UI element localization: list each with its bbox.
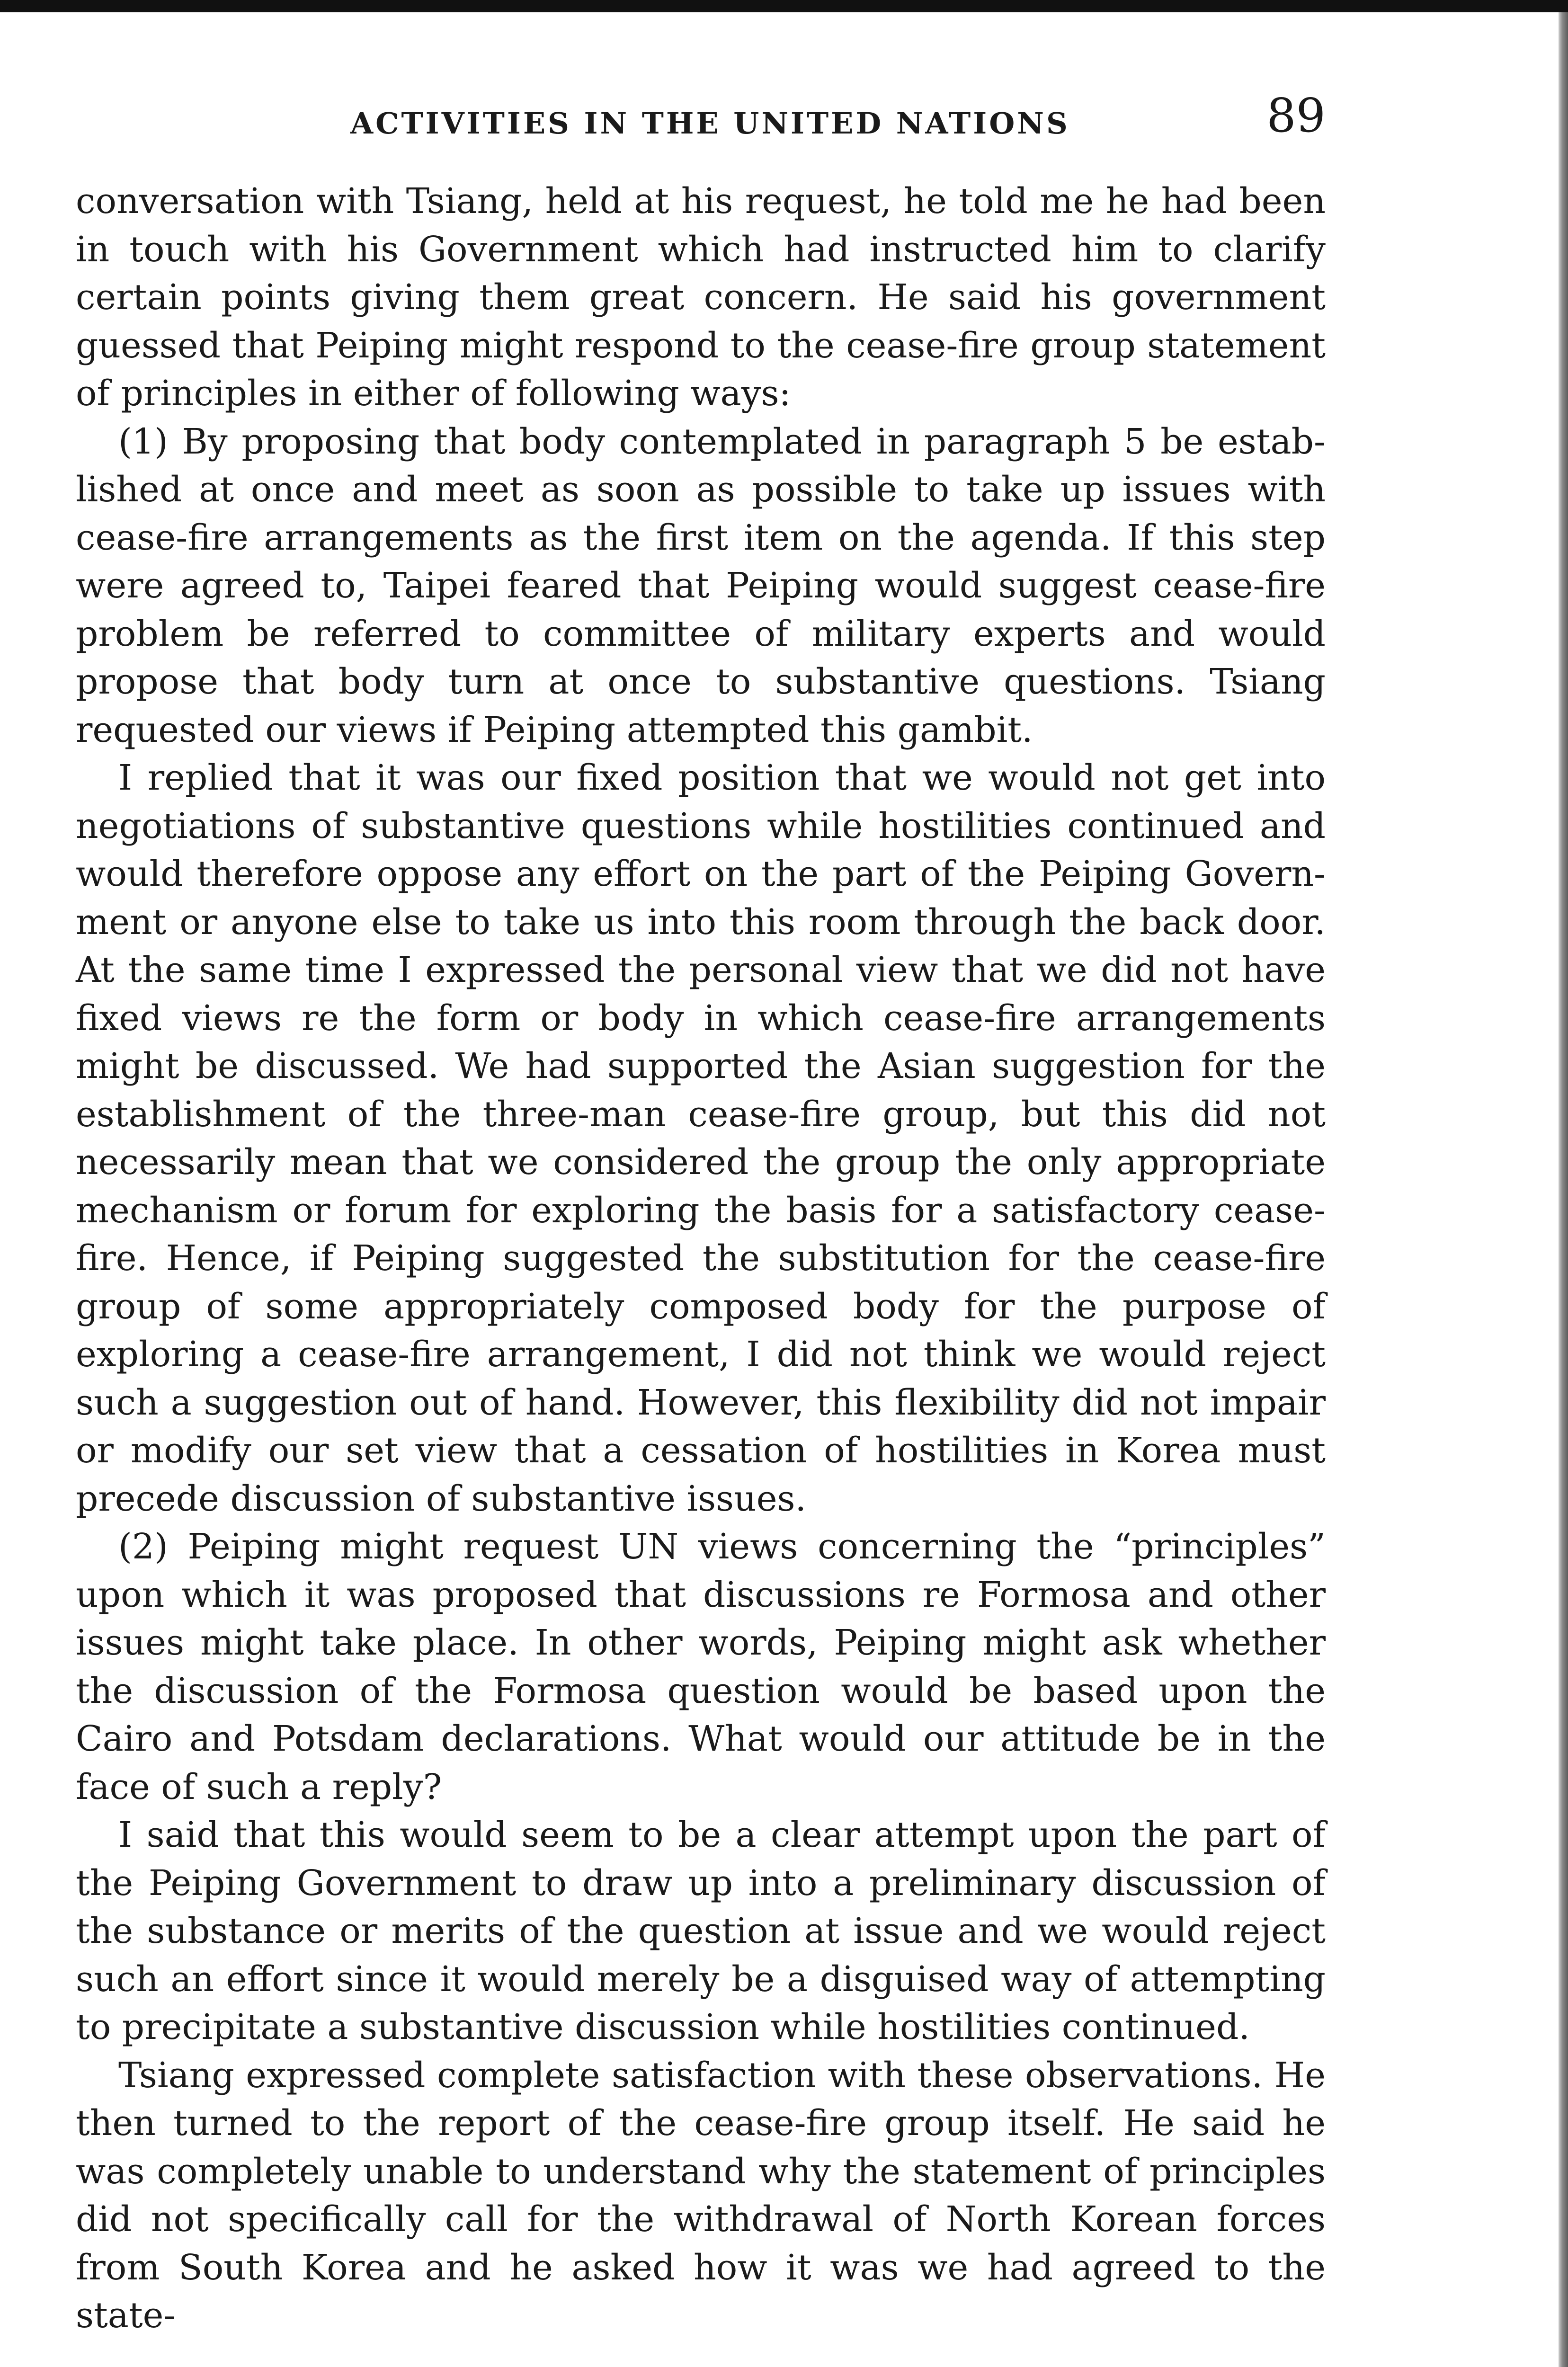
running-title: ACTIVITIES IN THE UNITED NATIONS <box>350 106 1070 141</box>
paragraph: I said that this would seem to be a clear attempt upon the part of the Peiping Government to draw up into a preliminary discussion of the substance or merits of the question at issue and we would reject such an effort since it would merely be a disguised way of attempting to precipitate a substantive discussion while hostilities continued. <box>76 1815 1326 2047</box>
page-number: 89 <box>1266 89 1326 143</box>
running-head <box>76 89 1326 150</box>
body-text <box>76 178 1326 2340</box>
paragraph: I replied that it was our fixed position that we would not get into negotiations of substantive questions while hostilities continued and would therefore oppose any effort on the part of the Peiping Government or anyone else to take us into this room through the back door. At the same time I expressed the personal view that we did not have fixed views re the form or body in which cease-fire arrangements might be discussed. We had supported the Asian suggestion for the establishment of the three-man cease-fire group, but this did not necessarily mean that we considered the group the only appropriate mechanism or forum for exploring the basis for a satisfactory cease-fire. Hence, if Peiping suggested the substitution for the cease-fire group of some appropriately composed body for the purpose of exploring a cease-fire arrangement, I did not think we would reject such a suggestion out of hand. However, this flexibility did not impair or modify our set view that a cessation of hostilities in Korea must precede discussion of substantive issues. <box>76 757 1326 1519</box>
paragraph: conversation with Tsiang, held at his request, he told me he had been in touch with his Government which had instructed him to clarify certain points giving them great concern. He said his government guessed that Peiping might respond to the cease-fire group statement of principles in either of following ways: <box>76 181 1326 414</box>
paragraph: (2) Peiping might request UN views concerning the “principles” upon which it was proposed that discussions re Formosa and other issues might take place. In other words, Peiping might ask whether the discussion of the Formosa question would be based upon the Cairo and Potsdam declarations. What would our attitude be in the face of such a reply? <box>76 1526 1326 1807</box>
paragraph: Tsiang expressed complete satisfaction with these observations. He then turned to the report of the cease-fire group itself. He said he was completely unable to understand why the statement of principles did not specifically call for the withdrawal of North Korean forces from South Korea and he asked how it was we had agreed to the state- <box>76 2055 1326 2336</box>
scan-border-top <box>0 0 1568 12</box>
scan-edge-right <box>1559 12 1568 2367</box>
paragraph: (1) By proposing that body contemplated in paragraph 5 be established at once and meet as soon as possible to take up issues with cease-fire arrangements as the first item on the agenda. If this step were agreed to, Taipei feared that Peiping would suggest cease-fire problem be referred to committee of military experts and would propose that body turn at once to substantive questions. Tsiang requested our views if Peiping attempted this gambit. <box>76 421 1326 750</box>
